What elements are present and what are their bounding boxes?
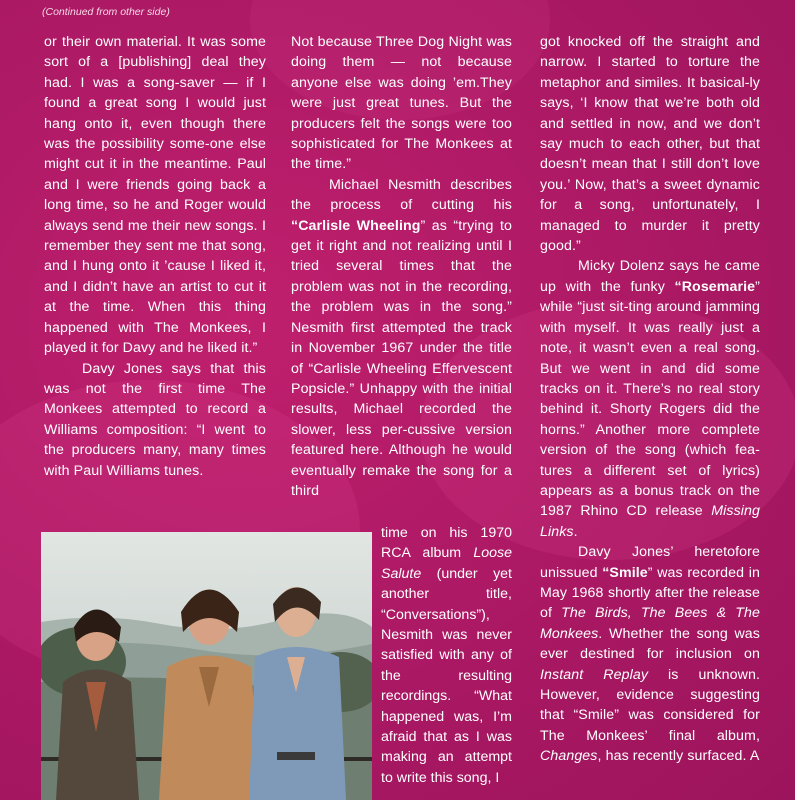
paragraph: Not because Three Dog Night was doing them — not because anyone else was doing ’em.They were just great tunes. But the producers felt the songs were too sophisticated for The Monkees at the time.” [291,34,512,173]
text-run: ” as “trying to get it right and not realizing until I tried several times that the problem was not in the recording, the problem was in the song.” Nesmith first attempted the track in November 1967 under the title of “Carlisle Wheeling Effervescent Popsicle.” Unhappy with the initial results, Michael recorded the slower, less per-cussive version featured here. Although he would eventually remake the song for a third [291,217,512,499]
text-run: . Whether the song was ever destined for inclusion on [540,625,760,663]
continued-note: (Continued from other side) [42,6,170,18]
album-title: Loose Salute [381,545,512,582]
paragraph: Davy Jones says that this was not the first time The Monkees attempted to record a Williams composition: “I went to the producers many, many times with Paul Williams tunes. [44,360,266,479]
paragraph: or their own material. It was some sort of a [publishing] deal they had. I was a song-saver — if I found a great song I would just hang onto it, even though there was the possibility some-one else might cut it in the meantime. Paul and I were friends going back a long time, so he and Roger would always send me their new songs. I remember they sent me that song, and I hung onto it ’cause I liked it, and I didn’t have an artist to cut it at the time. When this thing happened with The Monkees, I played it for Davy and he liked it.” [44,34,266,357]
column-1 [44,32,266,481]
paragraph [540,256,760,542]
column-3 [540,32,760,767]
album-title: Missing Links [540,503,760,540]
band-photo-illustration [41,532,372,800]
text-run: , has recently surfaced. A [597,748,760,765]
song-title: “Rosemarie [674,278,756,295]
album-title: The Birds, The Bees & The Monkees [540,605,760,642]
text-run: ” was recorded in May 1968 shortly after the release of [540,564,760,622]
paragraph [291,175,512,502]
text-run: time on his 1970 RCA album [381,525,512,562]
text-run: Davy Jones’ heretofore unissued [540,544,760,581]
album-title: Instant Replay [540,666,649,683]
text-run: Micky Dolenz says he came up with the funky [540,258,760,295]
column-2-wrap [381,523,512,788]
text-run: ” while “just sit-ting around jamming with myself. It was really just a note, it wasn’t even a real song. But we went in and did some tracks on it. There’s no real story behind it. Shorty Rogers did the horns.” Another more complete version of the song (which fea-tures a different set of lyrics) appears as a bonus track on the 1987 Rhino CD release [540,278,760,520]
paragraph: got knocked off the straight and narrow. I started to torture the metaphor and similes. It basical-ly says, ‘I know that we’re both old and settled in now, and we don’t say much to each other, but that doesn’t mean that I still don’t love you.’ Now, that’s a sweet dynamic for a song, unfortunately, I managed to murder it pretty good.” [540,34,760,255]
band-photo [41,532,372,800]
album-title: Changes [540,748,598,765]
song-title: “Smile [602,564,648,581]
column-2 [291,32,512,501]
text-run: is unknown. However, evidence suggesting that “Smile” was considered for The Monkees’ final album, [540,666,760,744]
song-title: “Carlisle Wheeling [291,217,421,234]
text-run: . [573,523,578,540]
text-run: (under yet another title, “Conversations”), Nesmith was never satisfied with any of the resulting recordings. “What happened was, I’m afraid that as I was making an attempt to write this song, I [381,565,512,786]
paragraph [540,542,760,766]
text-run: Michael Nesmith describes the process of cutting his [291,176,512,214]
